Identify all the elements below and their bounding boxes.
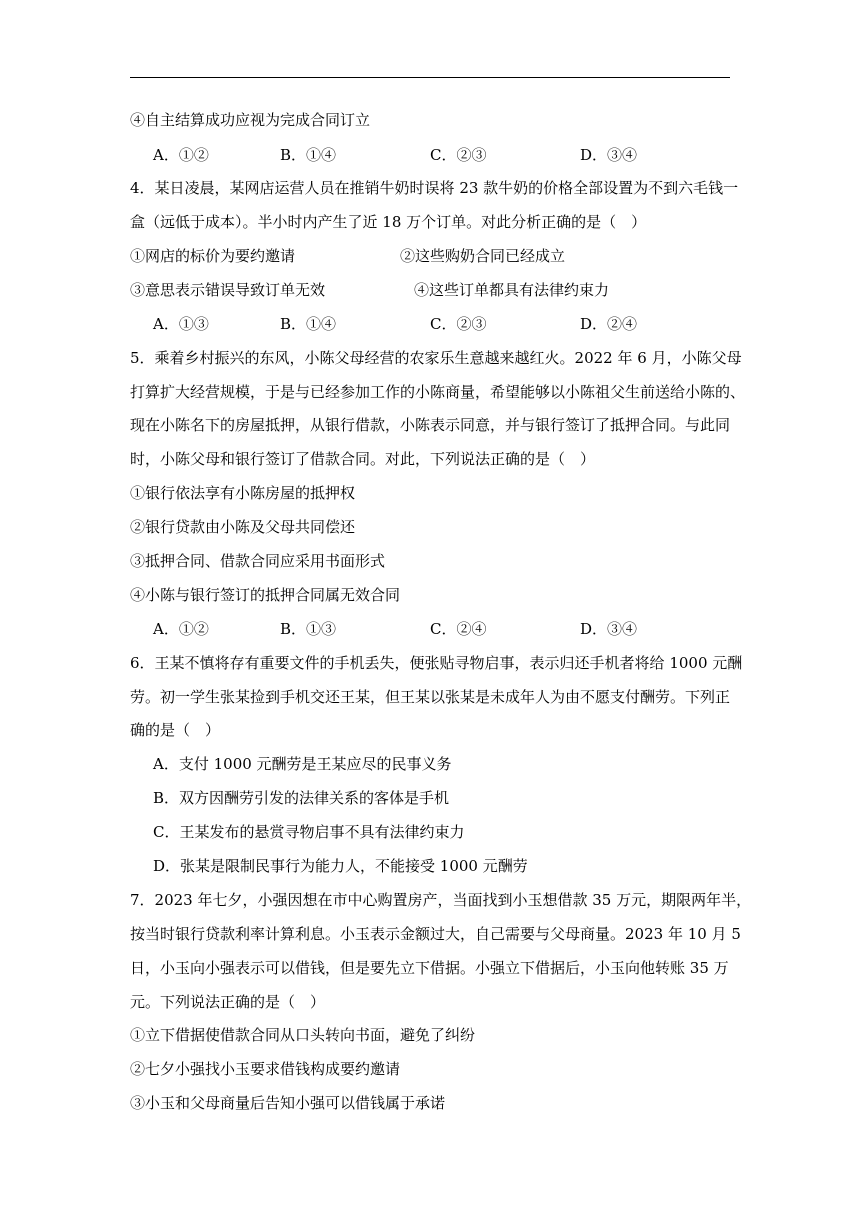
q6-stem-line-3: 确的是（ ） [130, 721, 221, 739]
q7-stem-line-1: 7．2023 年七夕，小强因想在市中心购置房产，当面找到小玉想借款 35 万元，期限两年半， [130, 891, 752, 909]
q7-stem-line-2: 按当时银行贷款利率计算利息。小玉表示金额过大，自己需要与父母商量。2023 年 10 月 5 [130, 925, 741, 943]
q3-option-c: C．②③ [430, 146, 487, 164]
q6-stem-line-1: 6．王某不慎将存有重要文件的手机丢失，便张贴寻物启事，表示归还手机者将给 1000 元酬 [130, 654, 743, 672]
q5-stem-line-3: 现在小陈名下的房屋抵押，从银行借款，小陈表示同意，并与银行签订了抵押合同。与此同 [130, 416, 731, 434]
q7-statement-1: ①立下借据使借款合同从口头转向书面，避免了纠纷 [130, 1026, 476, 1044]
q4-statement-3: ③意思表示错误导致订单无效 [130, 281, 326, 299]
q3-option-a: A．①② [153, 146, 209, 164]
q5-statement-1: ①银行依法享有小陈房屋的抵押权 [130, 484, 356, 502]
q4-statement-2: ②这些购奶合同已经成立 [400, 247, 566, 265]
q5-statement-3: ③抵押合同、借款合同应采用书面形式 [130, 552, 386, 570]
q4-stem-line-2: 盒（远低于成本）。半小时内产生了近 18 万个订单。对此分析正确的是（ ） [130, 213, 647, 231]
q4-stem-line-1: 4．某日凌晨，某网店运营人员在推销牛奶时误将 23 款牛奶的价格全部设置为不到六毛钱一 [130, 179, 739, 197]
q5-statement-2: ②银行贷款由小陈及父母共同偿还 [130, 518, 356, 536]
q3-statement-4: ④自主结算成功应视为完成合同订立 [130, 111, 371, 129]
q4-option-a: A．①③ [153, 315, 209, 333]
q5-option-b: B．①③ [280, 620, 337, 638]
q6-option-c: C．王某发布的悬赏寻物启事不具有法律约束力 [153, 823, 465, 841]
q7-statement-3: ③小玉和父母商量后告知小强可以借钱属于承诺 [130, 1094, 446, 1112]
q4-statement-4: ④这些订单都具有法律约束力 [414, 281, 610, 299]
q5-stem-line-1: 5．乘着乡村振兴的东风，小陈父母经营的农家乐生意越来越红火。2022 年 6 月，小陈父母 [130, 349, 742, 367]
q6-option-b: B．双方因酬劳引发的法律关系的客体是手机 [153, 789, 450, 807]
header-rule [130, 77, 730, 78]
q3-option-b: B．①④ [280, 146, 337, 164]
q3-option-d: D．③④ [580, 146, 638, 164]
q4-option-b: B．①④ [280, 315, 337, 333]
q5-stem-line-4: 时，小陈父母和银行签订了借款合同。对此，下列说法正确的是（ ） [130, 450, 596, 468]
q5-stem-line-2: 打算扩大经营规模，于是与已经参加工作的小陈商量，希望能够以小陈祖父生前送给小陈的、 [130, 383, 746, 401]
q6-option-a: A．支付 1000 元酬劳是王某应尽的民事义务 [153, 755, 452, 773]
q5-option-d: D．③④ [580, 620, 638, 638]
q5-statement-4: ④小陈与银行签订的抵押合同属无效合同 [130, 586, 401, 604]
q4-option-d: D．②④ [580, 315, 638, 333]
q6-option-d: D．张某是限制民事行为能力人，不能接受 1000 元酬劳 [153, 857, 528, 875]
q5-option-c: C．②④ [430, 620, 487, 638]
q4-statement-1: ①网店的标价为要约邀请 [130, 247, 296, 265]
q7-stem-line-4: 元。下列说法正确的是（ ） [130, 993, 326, 1011]
q4-option-c: C．②③ [430, 315, 487, 333]
q7-statement-2: ②七夕小强找小玉要求借钱构成要约邀请 [130, 1060, 401, 1078]
q6-stem-line-2: 劳。初一学生张某捡到手机交还王某，但王某以张某是未成年人为由不愿支付酬劳。下列正 [130, 688, 731, 706]
q5-option-a: A．①② [153, 620, 209, 638]
q7-stem-line-3: 日，小玉向小强表示可以借钱，但是要先立下借据。小强立下借据后，小玉向他转账 35 万 [130, 959, 729, 977]
